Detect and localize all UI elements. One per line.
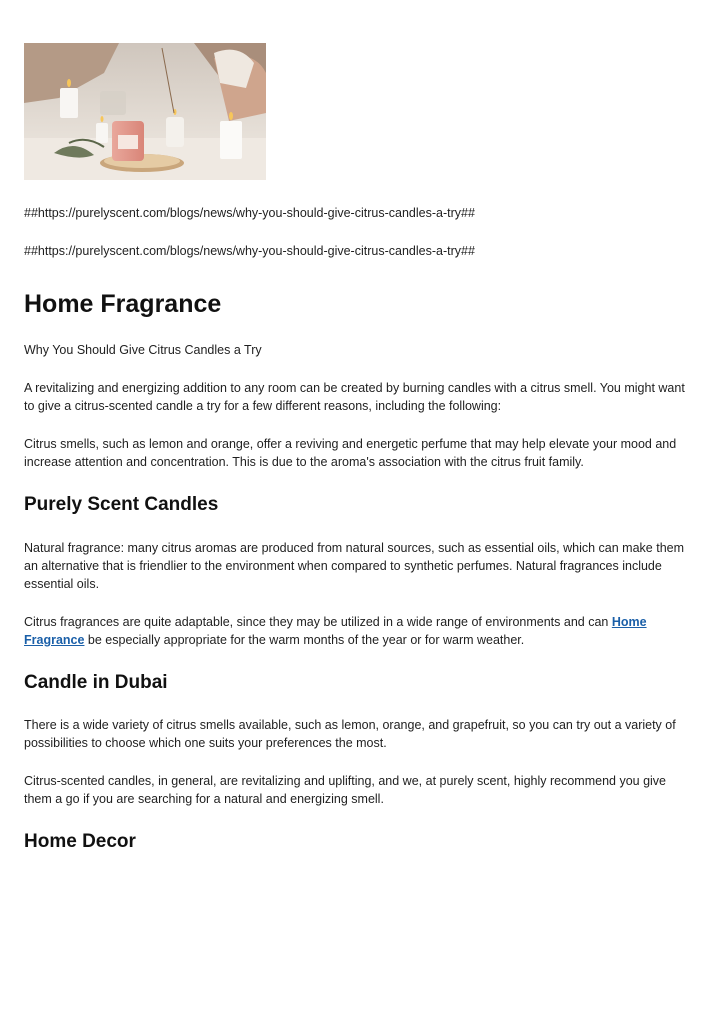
paragraph xyxy=(24,613,696,649)
page-title: Home Fragrance xyxy=(24,290,222,318)
candles-photo-icon xyxy=(24,43,266,180)
section-heading-home-decor: Home Decor xyxy=(24,831,136,852)
paragraph-text: Citrus fragrances are quite adaptable, since they may be utilized in a wide range of environments and can xyxy=(24,615,612,629)
candles-photo xyxy=(24,43,266,180)
source-url: ##https://purelyscent.com/blogs/news/why-you-should-give-citrus-candles-a-try## xyxy=(24,244,475,258)
paragraph: Citrus-scented candles, in general, are revitalizing and uplifting, and we, at purely scent, highly recommend you give them a go if you are searching for a natural and energizing smell. xyxy=(24,774,667,806)
home-fragrance-link[interactable]: Home Fragrance xyxy=(24,615,647,647)
section-heading-purely-scent: Purely Scent Candles xyxy=(24,494,219,515)
source-url: ##https://purelyscent.com/blogs/news/why-you-should-give-citrus-candles-a-try## xyxy=(24,206,475,220)
section-heading-candle-dubai: Candle in Dubai xyxy=(24,672,168,693)
article-subtitle: Why You Should Give Citrus Candles a Try xyxy=(24,343,262,357)
paragraph: Citrus smells, such as lemon and orange, offer a reviving and energetic perfume that may help elevate your mood and increase attention and concentration. This is due to the aroma's association with the citrus fruit family. xyxy=(24,437,677,469)
document-page xyxy=(24,43,696,854)
paragraph: A revitalizing and energizing addition to any room can be created by burning candles with a citrus smell. You might want to give a citrus-scented candle a try for a few different reasons, including the following: xyxy=(24,381,685,413)
paragraph-text: be especially appropriate for the warm months of the year or for warm weather. xyxy=(84,633,525,647)
paragraph: There is a wide variety of citrus smells available, such as lemon, orange, and grapefruit, so you can try out a variety of possibilities to choose which one suits your preferences the most. xyxy=(24,718,676,750)
paragraph: Natural fragrance: many citrus aromas are produced from natural sources, such as essential oils, which can make them an alternative that is friendlier to the environment when compared to synthetic perfumes. Natural fragrances include essential oils. xyxy=(24,541,685,591)
